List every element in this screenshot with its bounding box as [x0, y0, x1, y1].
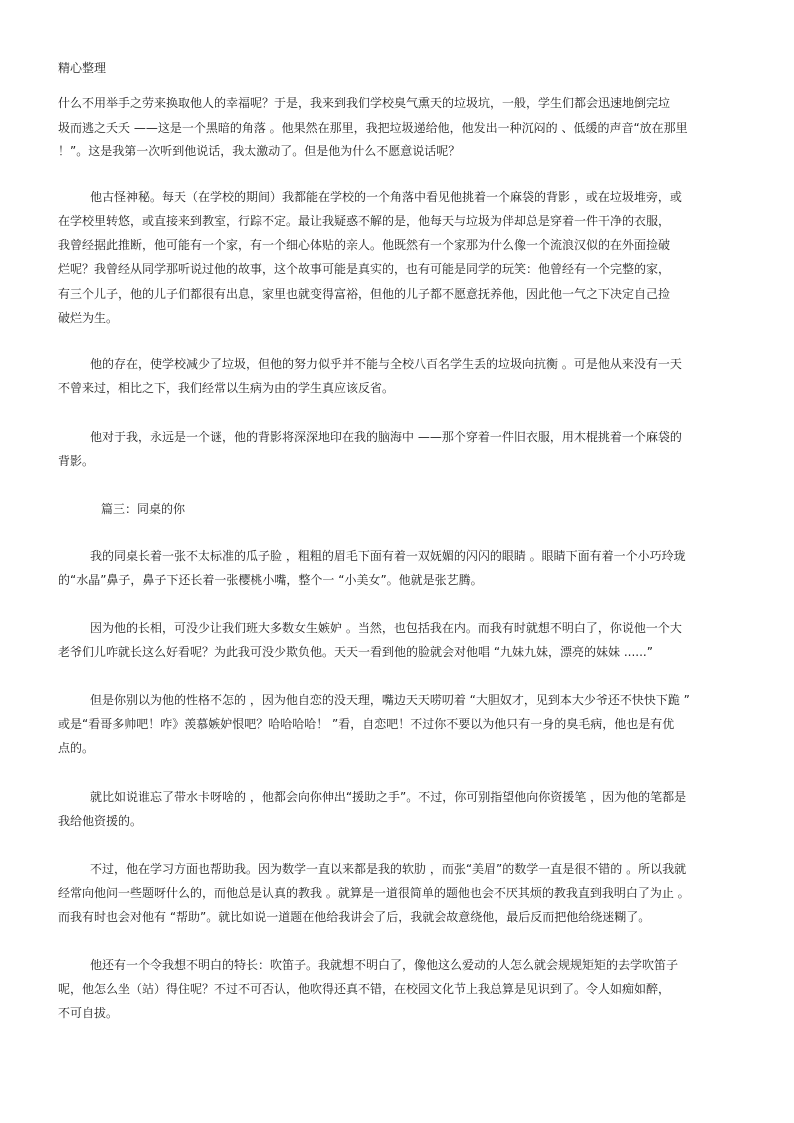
text-line: 经常向他问一些题呀什么的，而他总是认真的教我 。就算是一道很简单的题他也会不厌其烦的教我直到我明白了为止 。: [58, 886, 690, 900]
text-line: 因为他的长相，可没少让我们班大多数女生嫉妒 。当然，也包括我在内。而我有时就想不明白了，你说他一个大: [90, 621, 682, 635]
text-line: 圾而逃之夭夭 ——这是一个黑暗的角落 。他果然在那里，我把垃圾递给他，他发出一种沉闷的 、低缓的声音“放在那里: [58, 121, 688, 135]
text-line: 而我有时也会对他有 “帮助”。就比如说一道题在他给我讲会了后，我就会故意绕他，最后反而把他给绕迷糊了。: [58, 910, 651, 924]
text-line: 他的存在，使学校减少了垃圾，但他的努力似乎并不能与全校八百名学生丢的垃圾向抗衡 。可是他从来没有一天: [90, 357, 682, 371]
text-line: 什么不用举手之劳来换取他人的幸福呢？于是，我来到我们学校臭气熏天的垃圾坑，一般，学生们都会迅速地倒完垃: [58, 96, 671, 110]
text-line: 我给他资援的。: [58, 814, 143, 828]
text-line: 不曾来过，相比之下，我们经常以生病为由的学生真应该反省。: [58, 381, 395, 395]
text-line: 我的同桌长着一张不太标准的瓜子脸 ，粗粗的眉毛下面有着一双妩媚的闪闪的眼睛 。眼睛下面有着一个小巧玲珑: [90, 549, 686, 563]
text-line: 的“水晶”鼻子，鼻子下还长着一张樱桃小嘴，整个一 “小美女”。他就是张艺腾。: [58, 573, 483, 587]
text-line: 点的。: [58, 741, 95, 755]
text-line: 就比如说谁忘了带水卡呀啥的 ，他都会向你伸出“援助之手”。不过，你可别指望他向你资援笔 ，因为他的笔都是: [90, 790, 687, 804]
text-line: 不可自拔。: [58, 1006, 119, 1020]
text-line: 烂呢？我曾经从同学那听说过他的故事，这个故事可能是真实的，也有可能是同学的玩笑：他曾经有一个完整的家，: [58, 262, 671, 276]
text-line: 老爷们儿咋就长这么好看呢？为此我可没少欺负他。天天一看到他的脸就会对他唱 “九妹九妹，漂亮的妹妹 ......”: [58, 645, 653, 659]
text-line: 背影。: [58, 454, 95, 468]
text-line: 我曾经据此推断，他可能有一个家，有一个细心体贴的亲人。他既然有一个家那为什么像一个流浪汉似的在外面捡破: [58, 238, 671, 252]
document-header: 精心整理: [58, 61, 107, 75]
text-line: 他对于我，永远是一个谜，他的背影将深深地印在我的脑海中 ——那个穿着一件旧衣服，用木棍挑着一个麻袋的: [90, 430, 682, 444]
text-line: 呢，他怎么坐（站）得住呢？不过不可否认，他吹得还真不错，在校园文化节上我总算是见识到了。令人如痴如醉，: [58, 982, 671, 996]
text-line: 有三个儿子，他的儿子们都很有出息，家里也就变得富裕，但他的儿子都不愿意抚养他，因此他一气之下决定自己捡: [58, 287, 671, 301]
text-line: 不过，他在学习方面也帮助我。因为数学一直以来都是我的软肋 ，而张“美眉”的数学一直是很不错的 。所以我就: [90, 862, 687, 876]
text-line: 破烂为生。: [58, 311, 119, 325]
text-line: 但是你别以为他的性格不怎的 ，因为他自恋的没天理，嘴边天天唠叨着 “大胆奴才，见到本大少爷还不快快下跪 ”: [90, 693, 690, 707]
text-line: ！”。这是我第一次听到他说话，我太激动了。但是他为什么不愿意说话呢？: [58, 144, 461, 158]
text-line: 在学校里转悠，或直接来到教室，行踪不定。最让我疑惑不解的是，他每天与垃圾为伴却总是穿着一件干净的衣服，: [58, 214, 671, 228]
section-heading: 篇三：同桌的你: [101, 502, 186, 516]
text-line: 他古怪神秘。每天（在学校的期间）我都能在学校的一个角落中看见他挑着一个麻袋的背影 ，或在垃圾堆旁，或: [90, 190, 682, 204]
text-line: 或是“看哥多帅吧！咋》羡慕嫉妒恨吧？哈哈哈哈！ ”看，自恋吧！不过你不要以为他只有一身的臭毛病，他也是有优: [58, 717, 675, 731]
text-line: 他还有一个令我想不明白的特长：吹笛子。我就想不明白了，像他这么爱动的人怎么就会规规矩矩的去学吹笛子: [90, 958, 679, 972]
